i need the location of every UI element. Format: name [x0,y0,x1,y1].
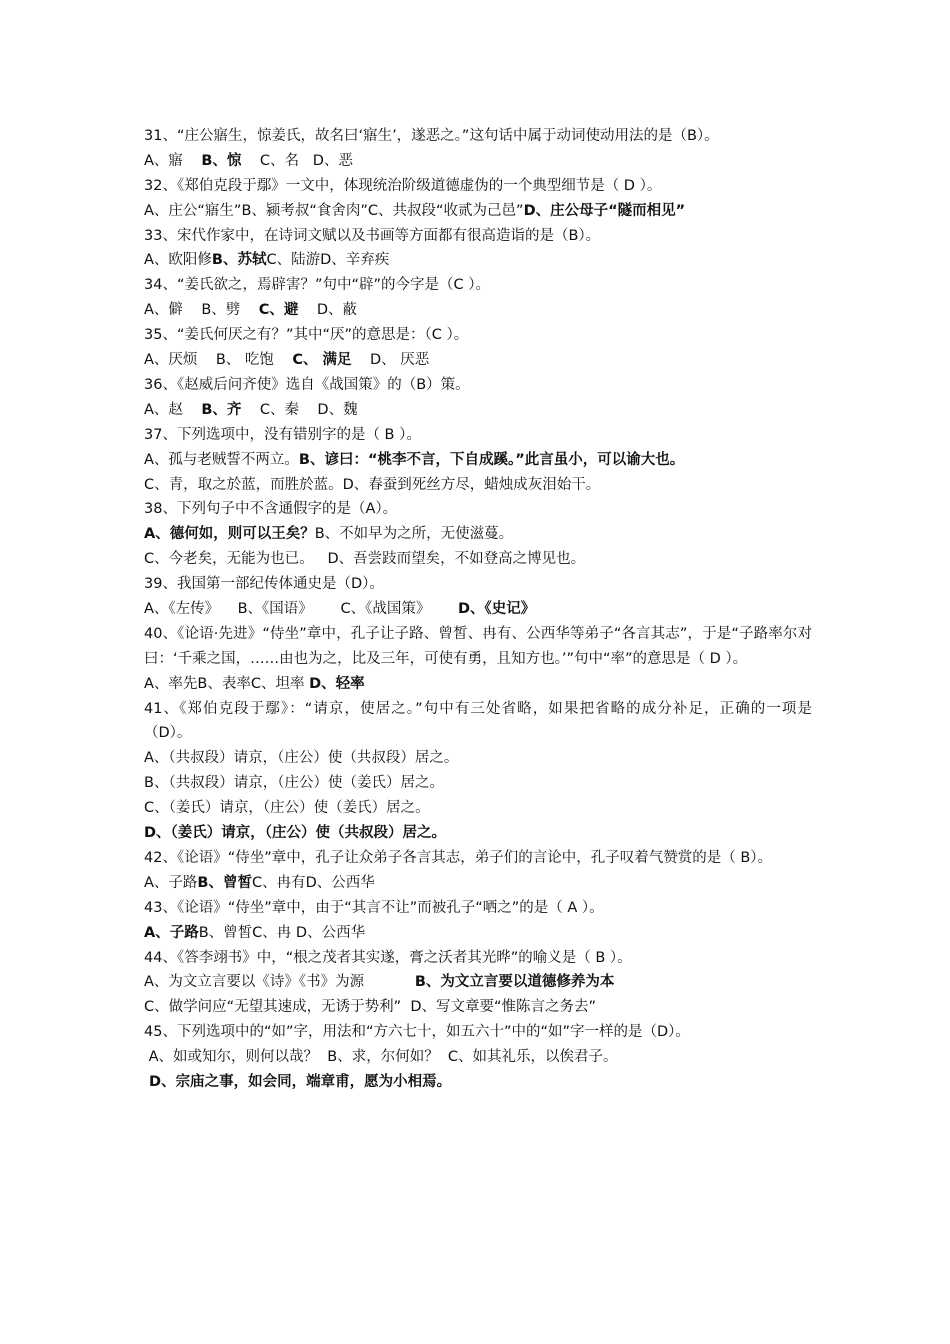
text-line [144,796,812,821]
line-text: 33、宋代作家中，在诗词文赋以及书画等方面都有很高造诣的是（B）。 [144,227,601,244]
line-text: 34、“姜氏欲之，焉辟害？”句中“辟”的今字是（C ）。 [144,277,490,294]
answer-text: D、《史记》 [458,600,536,617]
answer-text: D、（姜氏）请京，（庄公）使（共叔段）居之。 [144,825,447,842]
text-line [144,273,812,298]
line-text: A、率先B、表率C、坦率 [144,675,310,692]
answer-text: B、曾皙 [197,874,252,891]
answer-text: D、轻率 [309,675,365,692]
line-text: D、蔽 [298,302,358,319]
line-text: A、子路 [144,874,198,891]
line-text: C、做学问应“无望其速成，无诱于势利” D、写文章要“惟陈言之务去” [144,999,597,1016]
line-text: C、今老矣，无能为也已。 D、吾尝跂而望矣，不如登高之博见也。 [144,551,586,568]
text-line [144,174,812,199]
answer-text: B、为文立言要以道德修养为本 [414,974,615,991]
line-text: 45、下列选项中的“如”字，用法和“方六七十，如五六十”中的“如”字一样的是（D）。 [144,1024,690,1041]
text-line [144,522,812,547]
answer-text: D、宗庙之事，如会同，端章甫，愿为小相焉。 [144,1073,452,1090]
line-text: 40、《论语·先进》“侍坐”章中，孔子让子路、曾皙、冉有、公西华等弟子“各言其志”，于是“子路率尔对曰：‘千乘之国，……由也为之，比及三年，可使有勇，且知方也。’”句中“率”的意思是（ D ）。 [144,625,812,667]
line-text: C、名 D、恶 [241,152,353,169]
line-text: 43、《论语》“侍坐”章中，由于“其言不让”而被孔子“哂之”的是（ A ）。 [144,899,604,916]
text-line [144,746,812,771]
text-line [144,248,812,273]
text-line [144,821,812,846]
text-line [144,423,812,448]
text-line [144,124,812,149]
line-text: 41、《郑伯克段于鄢》：“请京，使居之。”句中有三处省略，如果把省略的成分补足，正确的一项是（D）。 [144,700,812,742]
line-text: A、孤与老贼誓不两立。 [144,451,299,468]
line-text: A、《左传》 B、《国语》 C、《战国策》 [144,600,458,617]
answer-text: A、子路 [144,924,199,941]
line-text: 32、《郑伯克段于鄢》一文中，体现统治阶级道德虚伪的一个典型细节是（ D ）。 [144,177,662,194]
text-line [144,622,812,672]
line-text: A、厌烦 B、 吃饱 [144,352,293,369]
line-text: C、陆游D、辛弃疾 [266,252,390,269]
answer-text: B、齐 [201,401,242,418]
line-text: 31、“庄公寤生，惊姜氏，故名曰‘寤生’，遂恶之。”这句话中属于动词使动用法的是（B）。 [144,128,719,144]
text-line [144,771,812,796]
text-line [144,224,812,249]
line-text: A、如或知尔，则何以哉？ B、求，尔何如？ C、如其礼乐，以俟君子。 [144,1049,618,1066]
line-text: A、僻 B、劈 [144,302,259,319]
answer-text: C、 满足 [292,352,352,369]
text-line [144,970,812,995]
line-text: A、为文立言要以《诗》《书》为源 [144,974,415,991]
text-line [144,846,812,871]
text-line [144,572,812,597]
line-text: C、青，取之於蓝，而胜於蓝。D、春蚕到死丝方尽，蜡烛成灰泪始干。 [144,476,601,493]
line-text: 39、我国第一部纪传体通史是（D）。 [144,576,384,593]
line-text: B、曾皙C、冉 D、公西华 [198,924,366,941]
text-line [144,1045,812,1070]
answer-text: A、德何如，则可以王矣？ [144,526,315,543]
text-line [144,348,812,373]
answer-text: D、庄公母子“隧而相见” [523,202,686,219]
text-line [144,149,812,174]
line-text: 44、《答李翊书》中，“根之茂者其实遂，膏之沃者其光晔”的喻义是（ B ）。 [144,949,632,966]
text-line [144,497,812,522]
line-text: 37、下列选项中，没有错别字的是（ B ）。 [144,426,421,443]
text-line [144,597,812,622]
answer-text: B、苏轼 [211,252,267,269]
line-text: 38、下列句子中不含通假字的是（A）。 [144,501,398,518]
line-text: A、庄公“寤生”B、颍考叔“食舍肉”C、共叔段“收贰为己邑” [144,202,524,219]
text-line [144,398,812,423]
text-line [144,1020,812,1045]
text-line [144,896,812,921]
text-line [144,995,812,1020]
line-text: A、欧阳修 [144,252,212,269]
text-line [144,298,812,323]
line-text: B、不如早为之所，无使滋蔓。 [314,526,514,543]
text-line [144,473,812,498]
text-line [144,921,812,946]
line-text: A、（共叔段）请京，（庄公）使（共叔段）居之。 [144,750,459,767]
question-list [144,124,812,1095]
line-text: D、 厌恶 [351,352,430,369]
text-line [144,448,812,473]
text-line [144,373,812,398]
line-text: A、寤 [144,152,202,169]
line-text: 36、《赵威后问齐使》选自《战国策》的（B）策。 [144,376,470,393]
line-text: 35、“姜氏何厌之有？”其中“厌”的意思是：（C ）。 [144,327,469,344]
text-line [144,871,812,896]
line-text: C、（姜氏）请京，（庄公）使（姜氏）居之。 [144,800,430,817]
text-line [144,672,812,697]
text-line [144,199,812,224]
line-text: A、赵 [144,401,202,418]
text-line [144,946,812,971]
text-line [144,547,812,572]
line-text: C、冉有D、公西华 [251,874,375,891]
line-text: B、（共叔段）请京，（庄公）使（姜氏）居之。 [144,775,444,792]
line-text: C、秦 D、魏 [241,401,358,418]
text-line [144,1070,812,1095]
answer-text: B、谚曰：“桃李不言，下自成蹊。”此言虽小，可以谕大也。 [298,451,685,468]
text-line [144,323,812,348]
text-line [144,697,812,747]
answer-text: B、惊 [201,152,242,169]
answer-text: C、避 [258,302,299,319]
line-text: 42、《论语》“侍坐”章中，孔子让众弟子各言其志，弟子们的言论中，孔子叹着气赞赏的是（ B）。 [144,849,773,866]
